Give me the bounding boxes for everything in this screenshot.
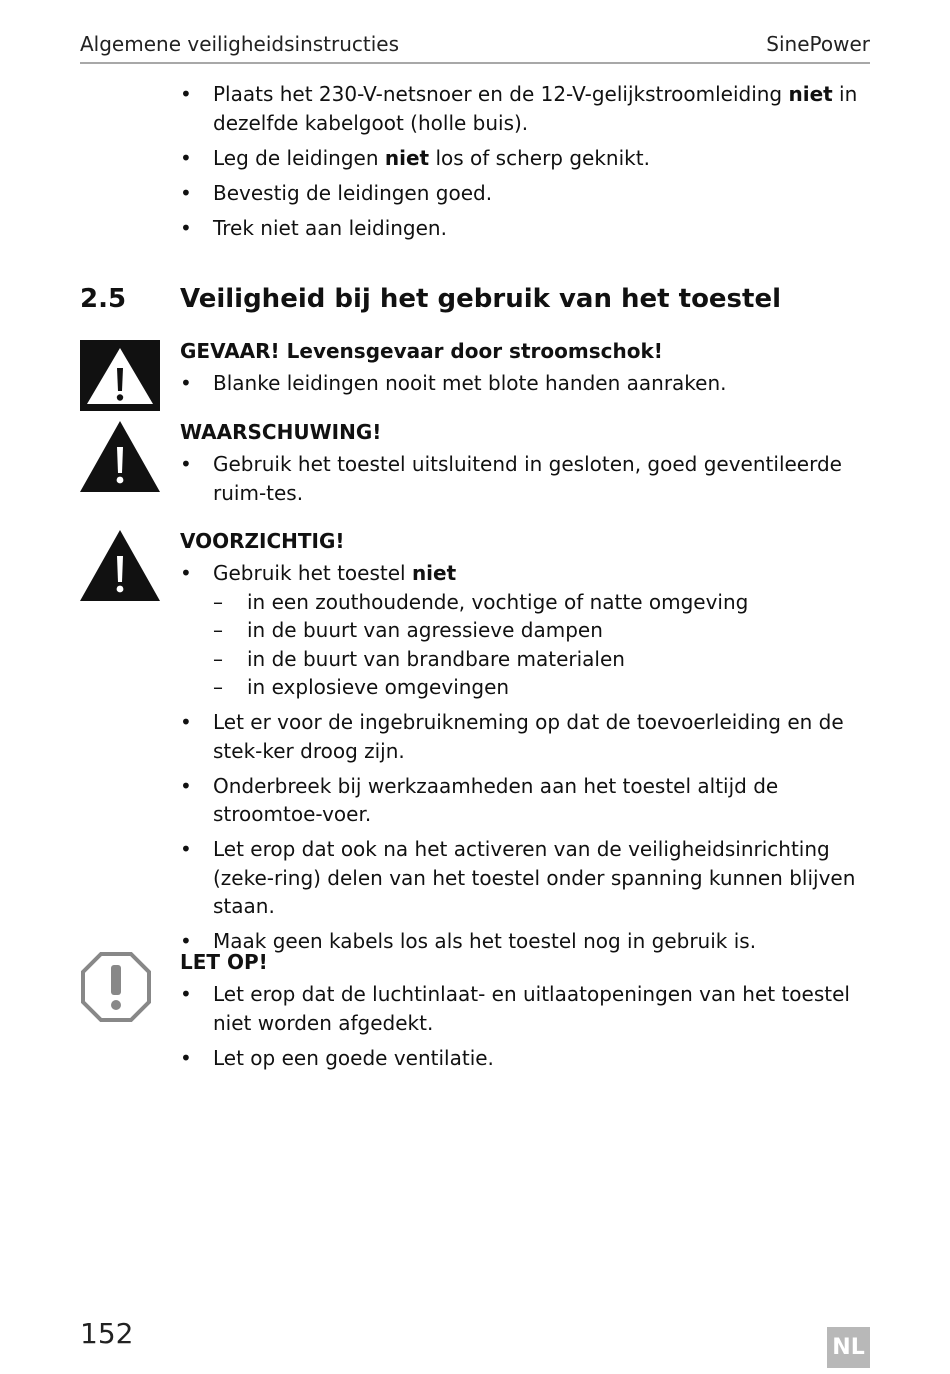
caution-triangle-icon: [80, 530, 160, 606]
list-item: • Gebruik het toestel niet – in een zouthoudende, vochtige of natte omgeving – in de buurt van agressieve dampen – in de buurt van brandbare materialen – in explosieve omgevingen: [180, 559, 870, 702]
list-item: • Bevestig de leidingen goed.: [180, 180, 493, 205]
section-title: Veiligheid bij het gebruik van het toestel: [180, 284, 782, 314]
list-item: • Onderbreek bij werkzaamheden aan het toestel altijd de stroomtoe-voer.: [180, 773, 779, 826]
page-number: 152: [80, 1317, 134, 1350]
notice-heading: LET OP!: [180, 950, 268, 974]
list-item: • Leg de leidingen niet los of scherp geknikt.: [180, 145, 650, 170]
section-number: 2.5: [80, 284, 127, 314]
header-chapter-title: Algemene veiligheidsinstructies: [80, 32, 400, 56]
list-item: • Let op een goede ventilatie.: [180, 1045, 494, 1070]
warning-block: [180, 418, 870, 514]
list-item: • Trek niet aan leidingen.: [180, 215, 447, 240]
list-item: • Plaats het 230-V-netsnoer en de 12-V-gelijkstroomleiding niet in dezelfde kabelgoot (holle buis).: [180, 82, 858, 135]
list-item: • Blanke leidingen nooit met blote handen aanraken.: [180, 371, 727, 395]
top-bullet-list: [180, 80, 870, 249]
list-item: • Let erop dat ook na het activeren van de veiligheidsinrichting (zeke-ring) delen van het toestel onder spanning kunnen blijven staan.: [180, 837, 856, 918]
sub-list-item: – in de buurt van agressieve dampen: [213, 618, 603, 642]
list-item: • Let erop dat de luchtinlaat- en uitlaatopeningen van het toestel niet worden afgedekt.: [180, 982, 850, 1035]
danger-warning-icon: [80, 340, 160, 415]
danger-heading: GEVAAR! Levensgevaar door stroomschok!: [180, 339, 663, 363]
warning-triangle-icon: [80, 421, 160, 497]
caution-block: [180, 527, 870, 962]
sub-list-item: – in de buurt van brandbare materialen: [213, 646, 625, 671]
list-item: • Maak geen kabels los als het toestel nog in gebruik is.: [180, 929, 757, 953]
header-product-name: SinePower: [766, 32, 870, 56]
list-item: • Let er voor de ingebruikneming op dat de toevoerleiding en de stek-ker droog zijn.: [180, 710, 844, 763]
sub-list: [213, 588, 870, 702]
warning-heading: WAARSCHUWING!: [180, 420, 382, 444]
page-header: [80, 32, 870, 64]
sub-list-item: – in explosieve omgevingen: [213, 675, 510, 699]
notice-octagon-icon: [80, 951, 152, 1027]
list-item: • Gebruik het toestel uitsluitend in gesloten, goed geventileerde ruim-tes.: [180, 452, 842, 505]
caution-heading: VOORZICHTIG!: [180, 529, 345, 553]
danger-block: [180, 337, 870, 404]
sub-list-item: – in een zouthoudende, vochtige of natte omgeving: [213, 589, 749, 614]
notice-block: [180, 948, 870, 1079]
language-badge: NL: [827, 1327, 870, 1368]
